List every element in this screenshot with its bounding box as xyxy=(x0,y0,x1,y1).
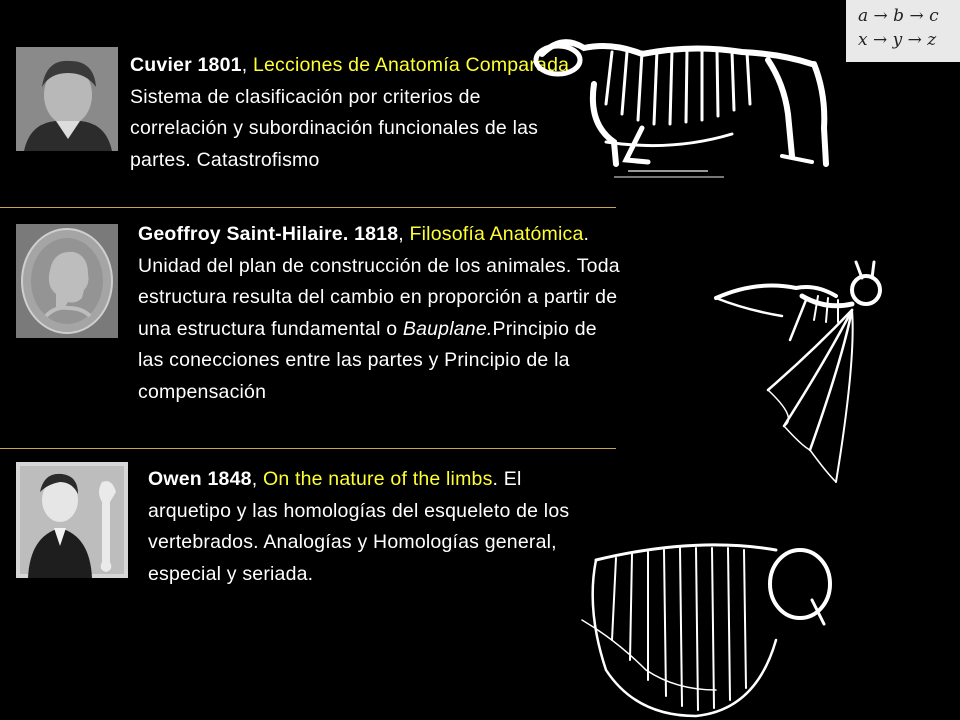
bird-skeleton xyxy=(576,520,840,720)
geoffroy-work: Filosofía Anatómica xyxy=(409,223,584,245)
section-divider xyxy=(0,207,616,208)
section-divider xyxy=(0,448,616,449)
entry-owen-text xyxy=(148,464,578,590)
cuvier-portrait xyxy=(16,47,118,151)
geoffroy-medallion xyxy=(16,224,118,338)
plate-caption-line xyxy=(628,170,708,172)
note-line-1: a → b → c xyxy=(858,6,939,26)
megatherium-skeleton xyxy=(522,24,840,184)
plate-caption-line xyxy=(614,176,724,178)
entry-cuvier-text xyxy=(130,50,580,176)
separator: , xyxy=(251,468,263,490)
cuvier-author: Cuvier 1801 xyxy=(130,54,242,76)
entry-geoffroy-text xyxy=(138,219,623,408)
separator: , xyxy=(398,223,410,245)
owen-author: Owen 1848 xyxy=(148,468,252,490)
owen-work: On the nature of the limbs xyxy=(262,468,493,490)
separator: , xyxy=(241,54,253,76)
owen-description: . El arquetipo y las homologías del esqueleto de los vertebrados. Analogías y Homologías general, especial y seriada. xyxy=(148,468,570,585)
geoffroy-description: . Unidad del plan de construcción de los animales. Toda estructura resulta del cambio en proporción a partir de una estructura fundamental o xyxy=(138,223,620,340)
owen-portrait xyxy=(16,462,128,578)
handwritten-note xyxy=(846,0,960,62)
bauplane-term: Bauplane. xyxy=(402,317,493,340)
cuvier-work: Lecciones de Anatomía Comparada xyxy=(252,54,570,76)
geoffroy-author: Geoffroy Saint-Hilaire. 1818 xyxy=(138,223,399,245)
note-line-2: x → y → z xyxy=(858,30,937,50)
cuvier-description: . Sistema de clasificación por criterios de correlación y subordinación funcionales de las partes. Catastrofismo xyxy=(130,54,575,171)
geoffroy-principles: Principio de las conecciones entre las partes y Principio de la compensación xyxy=(138,317,597,403)
bat-skeleton xyxy=(706,250,906,496)
